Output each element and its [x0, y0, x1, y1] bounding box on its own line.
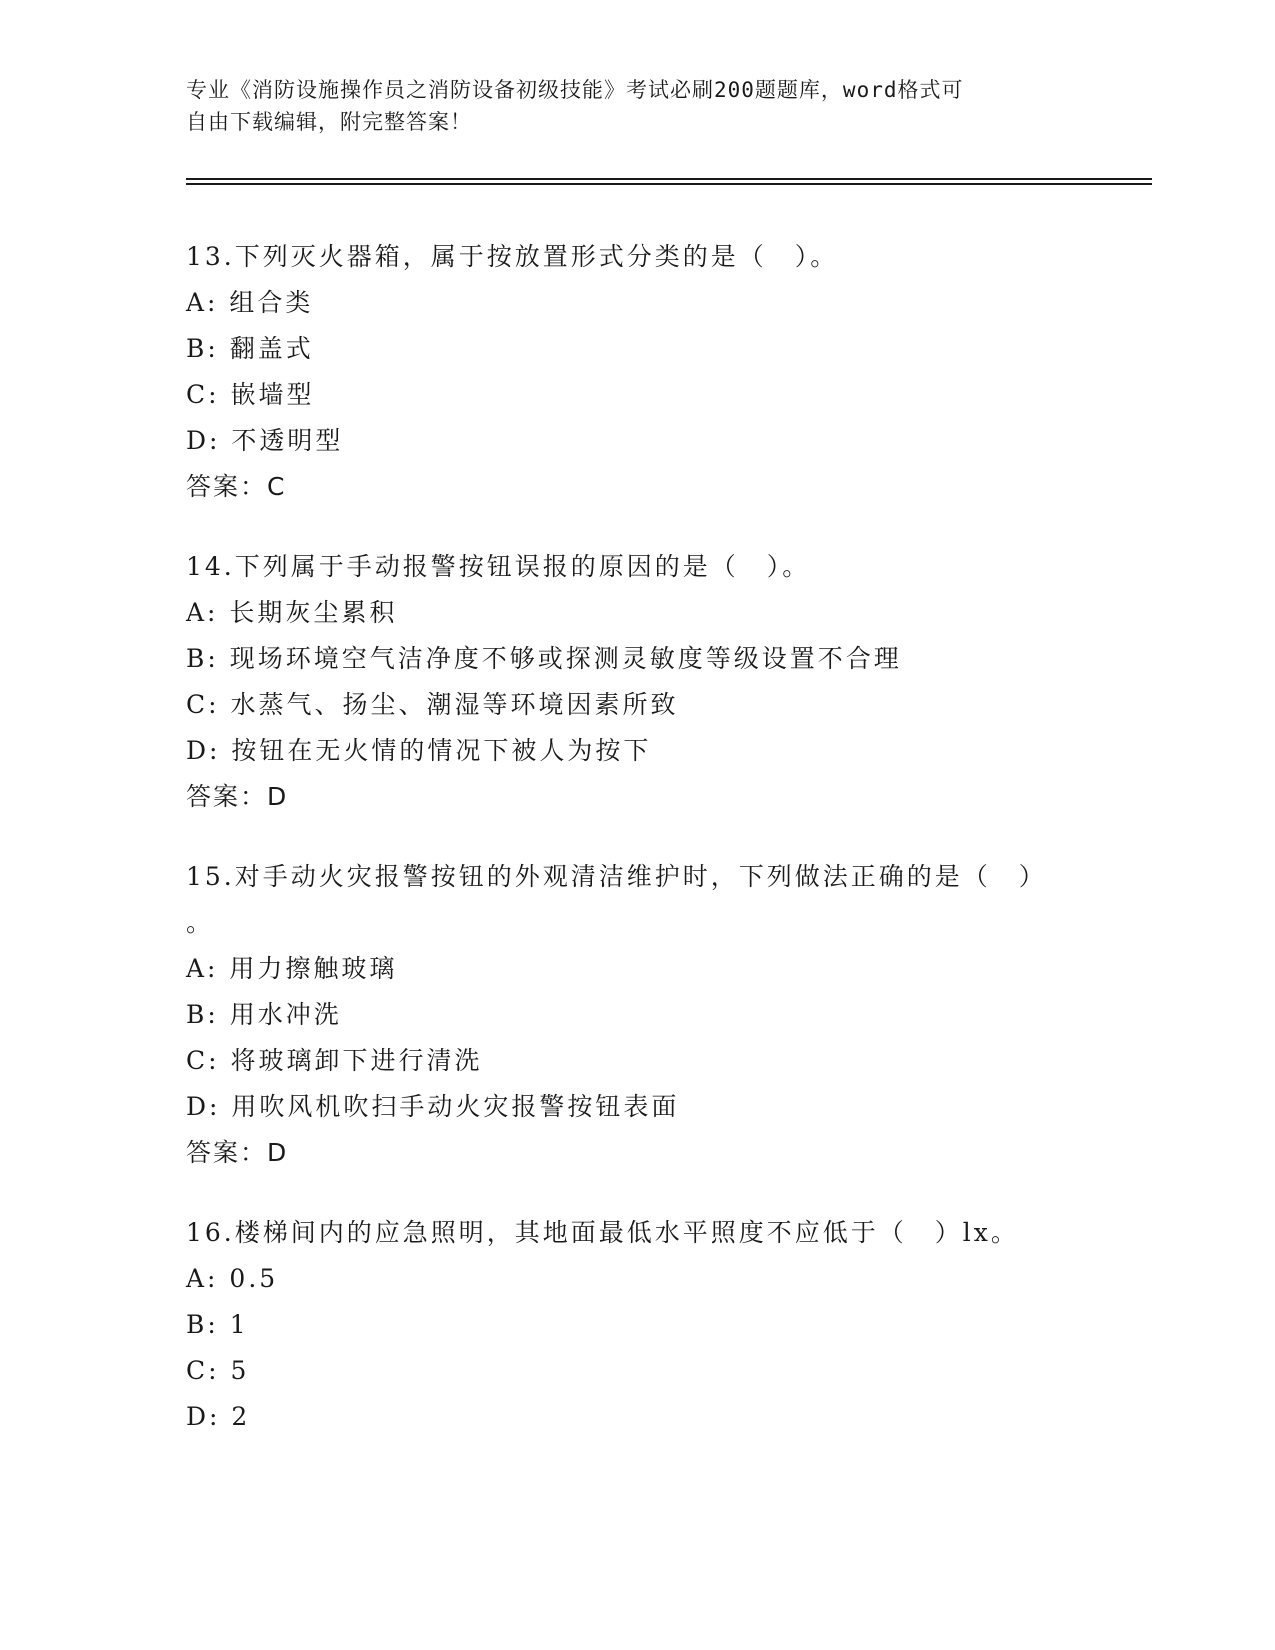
- header-divider-bottom: [186, 183, 1152, 185]
- option-d: D: 用吹风机吹扫手动火灾报警按钮表面: [186, 1092, 680, 1121]
- option-d: D: 2: [186, 1402, 251, 1431]
- answer-text: 答案：D: [186, 782, 289, 811]
- option-b: B: 用水冲洗: [186, 1000, 342, 1029]
- answer-text: 答案：D: [186, 1138, 289, 1167]
- option-a: A: 组合类: [186, 288, 314, 317]
- option-a: A: 用力擦触玻璃: [186, 954, 398, 983]
- option-b: B: 翻盖式: [186, 334, 314, 363]
- option-b: B: 1: [186, 1310, 249, 1339]
- question-13: [186, 234, 1086, 510]
- question-16: [186, 1210, 1086, 1440]
- option-c: C: 5: [186, 1356, 250, 1385]
- question-stem: 13.下列灭火器箱，属于按放置形式分类的是（ ）。: [186, 242, 839, 271]
- document-header: [186, 74, 1086, 138]
- question-stem: 15.对手动火灾报警按钮的外观清洁维护时，下列做法正确的是（ ）: [186, 862, 1047, 891]
- option-c: C: 将玻璃卸下进行清洗: [186, 1046, 483, 1075]
- answer-text: 答案：C: [186, 472, 287, 501]
- question-15: [186, 854, 1086, 1176]
- option-c: C: 嵌墙型: [186, 380, 315, 409]
- question-stem: 16.楼梯间内的应急照明，其地面最低水平照度不应低于（ ）lx。: [186, 1218, 1019, 1247]
- option-a: A: 长期灰尘累积: [186, 598, 398, 627]
- header-line-1: 专业《消防设施操作员之消防设备初级技能》考试必刷200题题库，word格式可: [186, 78, 964, 102]
- option-a: A: 0.5: [186, 1264, 279, 1293]
- option-d: D: 按钮在无火情的情况下被人为按下: [186, 736, 652, 765]
- question-list: [186, 234, 1086, 1474]
- question-stem-continuation: 。: [186, 908, 215, 937]
- header-divider-top: [186, 178, 1152, 180]
- option-c: C: 水蒸气、扬尘、潮湿等环境因素所致: [186, 690, 679, 719]
- question-stem: 14.下列属于手动报警按钮误报的原因的是（ ）。: [186, 552, 811, 581]
- option-b: B: 现场环境空气洁净度不够或探测灵敏度等级设置不合理: [186, 644, 902, 673]
- header-line-2: 自由下载编辑，附完整答案！: [186, 110, 472, 134]
- question-14: [186, 544, 1086, 820]
- option-d: D: 不透明型: [186, 426, 344, 455]
